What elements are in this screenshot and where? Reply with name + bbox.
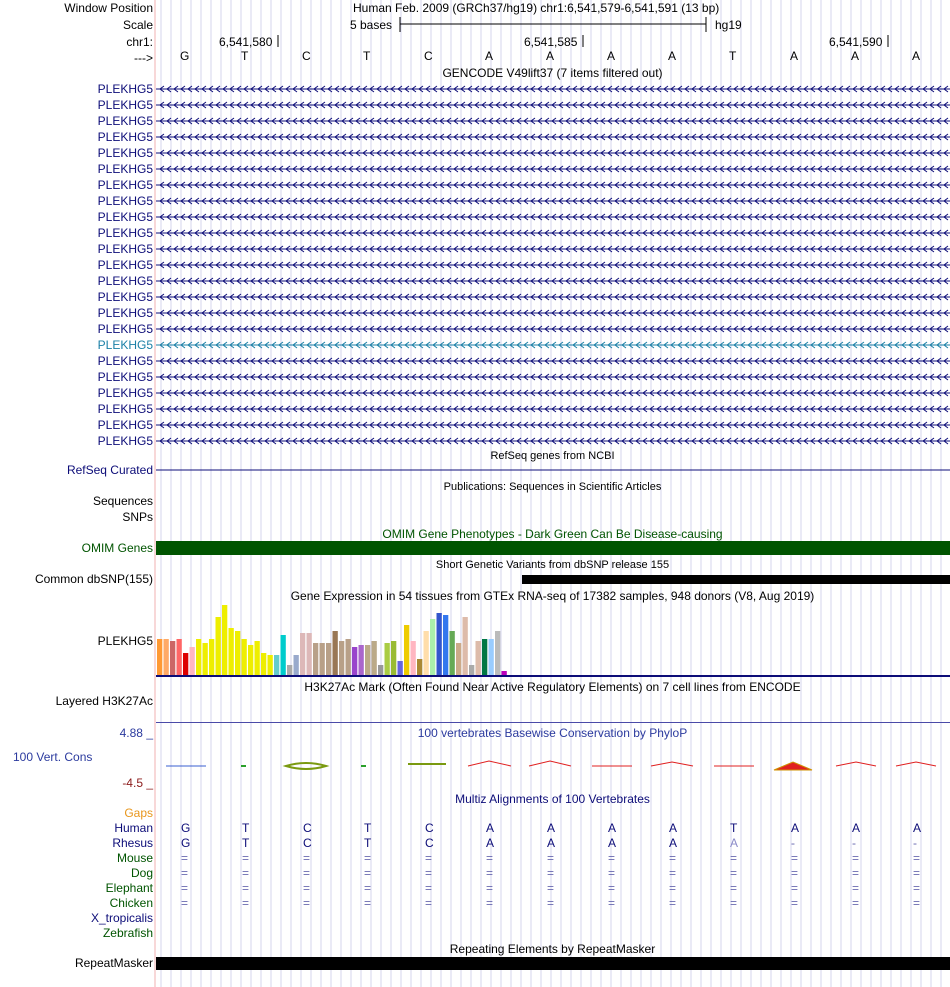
gtex-tissue-bar: [482, 639, 487, 675]
gencode-gene-label[interactable]: PLEKHG5: [97, 434, 153, 448]
gtex-tissue-bar: [235, 631, 240, 675]
alignment-base: =: [669, 881, 677, 895]
alignment-base: C: [425, 821, 434, 835]
omim-track-label[interactable]: OMIM Genes: [81, 541, 153, 555]
dbsnp-variant-bar[interactable]: [522, 575, 950, 584]
gtex-tissue-bar: [216, 617, 221, 675]
gtex-tissue-bar: [281, 635, 286, 675]
gtex-tissue-bar: [365, 645, 370, 675]
alignment-base: =: [547, 896, 555, 910]
gtex-tissue-bar: [248, 645, 253, 675]
ruler-tick-label: 6,541,590: [829, 35, 883, 49]
gencode-transcript-line[interactable]: [156, 323, 950, 335]
alignment-base: =: [791, 851, 799, 865]
gtex-tissue-bar: [456, 643, 461, 675]
gencode-transcript-line[interactable]: [156, 195, 950, 207]
alignment-base: T: [242, 821, 250, 835]
alignment-base: =: [669, 866, 677, 880]
gtex-tissue-bar: [307, 633, 312, 675]
reference-base: A: [851, 49, 860, 63]
gtex-tissue-bar: [229, 628, 234, 675]
alignment-base: T: [242, 836, 250, 850]
gtex-tissue-bar: [196, 639, 201, 675]
alignment-base: A: [791, 821, 800, 835]
ruler-tick-label: 6,541,585: [524, 35, 578, 49]
gencode-transcript-line[interactable]: [156, 243, 950, 255]
alignment-base: A: [486, 836, 495, 850]
alignment-base: =: [425, 881, 433, 895]
gtex-expression-bars[interactable]: [156, 603, 538, 676]
alignment-base: A: [669, 836, 678, 850]
gencode-gene-label[interactable]: PLEKHG5: [97, 290, 153, 304]
alignment-base: =: [913, 851, 921, 865]
refseq-gene-line[interactable]: [156, 468, 950, 472]
reference-base: A: [912, 49, 921, 63]
alignment-base: A: [669, 821, 678, 835]
alignment-base: =: [364, 851, 372, 865]
gtex-tissue-bar: [300, 633, 305, 675]
gencode-transcript-line[interactable]: [156, 259, 950, 271]
species-label[interactable]: Elephant: [105, 881, 153, 895]
species-label[interactable]: X_tropicalis: [90, 911, 153, 925]
gtex-tissue-bar: [411, 641, 416, 675]
alignment-base: =: [913, 881, 921, 895]
gtex-tissue-bar: [359, 645, 364, 675]
alignment-base: =: [303, 881, 311, 895]
scale-bar: [398, 15, 710, 33]
alignment-base: =: [730, 881, 738, 895]
gencode-gene-label[interactable]: PLEKHG5: [97, 226, 153, 240]
sequences-track-label[interactable]: Sequences: [92, 494, 153, 508]
h3k27ac-track-label[interactable]: Layered H3K27Ac: [55, 694, 153, 708]
gencode-transcript-line[interactable]: [156, 211, 950, 223]
gtex-tissue-bar: [177, 639, 182, 675]
alignment-base: =: [791, 866, 799, 880]
alignment-base: =: [791, 896, 799, 910]
gtex-tissue-bar: [398, 661, 403, 675]
repeatmasker-track-title: Repeating Elements by RepeatMasker: [449, 942, 656, 956]
alignment-base: =: [425, 851, 433, 865]
alignment-base: =: [852, 896, 860, 910]
alignment-base: =: [303, 896, 311, 910]
alignment-base: =: [730, 896, 738, 910]
gtex-tissue-bar: [352, 647, 357, 675]
gencode-gene-label[interactable]: PLEKHG5: [97, 306, 153, 320]
gtex-tissue-bar: [157, 639, 162, 675]
alignment-base: =: [181, 881, 189, 895]
alignment-base: =: [242, 851, 250, 865]
gtex-tissue-bar: [469, 665, 474, 675]
gencode-gene-label[interactable]: PLEKHG5: [97, 98, 153, 112]
alignment-base: =: [669, 851, 677, 865]
alignment-base: =: [791, 881, 799, 895]
gtex-tissue-bar: [495, 631, 500, 675]
gencode-transcript-line[interactable]: [156, 387, 950, 399]
ruler-tick-label: 6,541,580: [219, 35, 273, 49]
gencode-transcript-line[interactable]: [156, 179, 950, 191]
gtex-baseline: [156, 675, 950, 677]
gencode-gene-label[interactable]: PLEKHG5: [97, 194, 153, 208]
alignment-base: G: [181, 836, 191, 850]
gtex-tissue-bar: [164, 639, 169, 675]
gencode-transcript-line[interactable]: [156, 275, 950, 287]
phylop-track-title: 100 vertebrates Basewise Conservation by PhyloP: [417, 726, 688, 740]
gtex-tissue-bar: [430, 619, 435, 675]
reference-base: A: [607, 49, 616, 63]
alignment-base: =: [730, 866, 738, 880]
omim-track-title: OMIM Gene Phenotypes - Dark Green Can Be Disease-causing: [382, 527, 723, 541]
phylop-min-label: -4.5 _: [122, 776, 153, 790]
gencode-transcript-line[interactable]: [156, 435, 950, 447]
alignment-base: =: [242, 896, 250, 910]
gtex-tissue-bar: [417, 659, 422, 675]
gtex-tissue-bar: [274, 655, 279, 675]
alignment-base: A: [608, 821, 617, 835]
alignment-base: =: [181, 866, 189, 880]
alignment-base: =: [852, 851, 860, 865]
alignment-base: C: [425, 836, 434, 850]
gtex-tissue-bar: [424, 631, 429, 675]
alignment-base: =: [547, 881, 555, 895]
alignment-base: T: [364, 821, 372, 835]
gencode-transcript-line[interactable]: [156, 291, 950, 303]
repeatmasker-track-label[interactable]: RepeatMasker: [74, 956, 153, 970]
alignment-base: -: [791, 836, 795, 850]
gencode-gene-label[interactable]: PLEKHG5: [97, 370, 153, 384]
h3k27ac-baseline: [156, 722, 950, 723]
phylop-conservation-graph[interactable]: [156, 756, 950, 778]
strand-label: --->: [134, 51, 153, 65]
alignment-base: =: [181, 851, 189, 865]
alignment-base: =: [669, 896, 677, 910]
reference-base: C: [424, 49, 433, 63]
window-position-label: Window Position: [64, 1, 153, 15]
gencode-transcript-line[interactable]: [156, 115, 950, 127]
gencode-gene-label[interactable]: PLEKHG5: [97, 114, 153, 128]
alignment-base: A: [547, 836, 556, 850]
gtex-tissue-bar: [378, 665, 383, 675]
alignment-base: =: [486, 851, 494, 865]
gtex-tissue-bar: [326, 643, 331, 675]
gtex-tissue-bar: [255, 641, 260, 675]
gtex-tissue-bar: [287, 665, 292, 675]
alignment-base: =: [547, 851, 555, 865]
alignment-base: A: [913, 821, 922, 835]
gencode-gene-label[interactable]: PLEKHG5: [97, 322, 153, 336]
gencode-transcript-line[interactable]: [156, 339, 950, 351]
alignment-base: A: [486, 821, 495, 835]
alignment-base: =: [425, 896, 433, 910]
gencode-track-title: GENCODE V49lift37 (7 items filtered out): [442, 66, 663, 80]
gencode-gene-label[interactable]: PLEKHG5: [97, 242, 153, 256]
alignment-base: =: [364, 866, 372, 880]
gencode-gene-label[interactable]: PLEKHG5: [97, 354, 153, 368]
h3k27ac-track-title: H3K27Ac Mark (Often Found Near Active Regulatory Elements) on 7 cell lines from ENCODE: [304, 680, 801, 694]
gencode-gene-label[interactable]: PLEKHG5: [97, 258, 153, 272]
alignment-base: =: [486, 881, 494, 895]
gtex-tissue-bar: [489, 639, 494, 675]
gencode-gene-label[interactable]: PLEKHG5: [97, 162, 153, 176]
alignment-base: =: [303, 866, 311, 880]
alignment-base: -: [852, 836, 856, 850]
gtex-track-label[interactable]: PLEKHG5: [97, 634, 153, 648]
alignment-base: =: [181, 896, 189, 910]
alignment-base: G: [181, 821, 191, 835]
gencode-transcript-line[interactable]: [156, 355, 950, 367]
reference-base: C: [302, 49, 311, 63]
gtex-tissue-bar: [320, 643, 325, 675]
gtex-tissue-bar: [203, 643, 208, 675]
scale-label: Scale: [122, 18, 153, 32]
gtex-tissue-bar: [294, 655, 299, 675]
species-label[interactable]: Rhesus: [112, 836, 153, 850]
gtex-tissue-bar: [313, 643, 318, 675]
gtex-tissue-bar: [385, 643, 390, 675]
reference-base: T: [729, 49, 737, 63]
alignment-base: =: [730, 851, 738, 865]
gencode-transcript-line[interactable]: [156, 227, 950, 239]
alignment-base: =: [913, 866, 921, 880]
gtex-tissue-bar: [450, 631, 455, 675]
gaps-label[interactable]: Gaps: [124, 806, 153, 820]
alignment-base: =: [547, 866, 555, 880]
gencode-transcript-line[interactable]: [156, 307, 950, 319]
gtex-track-title: Gene Expression in 54 tissues from GTEx RNA-seq of 17382 samples, 948 donors (V8, Aug 2019): [290, 589, 815, 603]
gencode-gene-label[interactable]: PLEKHG5: [97, 82, 153, 96]
species-label[interactable]: Dog: [130, 866, 153, 880]
gencode-gene-label[interactable]: PLEKHG5: [97, 418, 153, 432]
gtex-tissue-bar: [372, 641, 377, 675]
alignment-base: T: [730, 821, 738, 835]
dbsnp-track-title: Short Genetic Variants from dbSNP release 155: [435, 559, 670, 571]
phylop-track-label[interactable]: 100 Vert. Cons: [13, 750, 93, 764]
alignment-base: =: [242, 866, 250, 880]
alignment-base: =: [852, 866, 860, 880]
gencode-gene-label[interactable]: PLEKHG5: [97, 210, 153, 224]
species-label[interactable]: Mouse: [116, 851, 153, 865]
gencode-transcript-line[interactable]: [156, 83, 950, 95]
gtex-tissue-bar: [443, 615, 448, 675]
reference-base: A: [485, 49, 494, 63]
gtex-tissue-bar: [333, 631, 338, 675]
gencode-gene-label[interactable]: PLEKHG5: [97, 274, 153, 288]
gtex-tissue-bar: [209, 639, 214, 675]
gtex-tissue-bar: [476, 641, 481, 675]
alignment-base: =: [364, 896, 372, 910]
alignment-base: =: [486, 866, 494, 880]
gtex-tissue-bar: [339, 641, 344, 675]
refseq-track-title: RefSeq genes from NCBI: [490, 450, 615, 462]
alignment-base: =: [486, 896, 494, 910]
gencode-transcript-line[interactable]: [156, 163, 950, 175]
gtex-tissue-bar: [268, 655, 273, 675]
gtex-tissue-bar: [242, 639, 247, 675]
gencode-transcript-line[interactable]: [156, 131, 950, 143]
alignment-base: =: [364, 881, 372, 895]
alignment-base: A: [547, 821, 556, 835]
alignment-base: =: [608, 866, 616, 880]
multiz-track-title: Multiz Alignments of 100 Vertebrates: [455, 792, 650, 806]
gencode-transcript-line[interactable]: [156, 147, 950, 159]
gtex-tissue-bar: [222, 605, 227, 675]
species-label[interactable]: Human: [114, 821, 153, 835]
alignment-base: =: [608, 896, 616, 910]
species-label[interactable]: Zebrafish: [102, 926, 153, 940]
alignment-base: -: [913, 836, 917, 850]
gtex-tissue-bar: [463, 617, 468, 675]
refseq-track-label[interactable]: RefSeq Curated: [66, 463, 153, 477]
chrom-label: chr1:: [126, 35, 153, 49]
gencode-gene-label[interactable]: PLEKHG5: [97, 146, 153, 160]
alignment-base: A: [852, 821, 861, 835]
gencode-transcript-line[interactable]: [156, 403, 950, 415]
reference-base: T: [363, 49, 371, 63]
gencode-transcript-line[interactable]: [156, 419, 950, 431]
alignment-base: C: [303, 821, 312, 835]
gtex-tissue-bar: [261, 653, 266, 675]
gtex-tissue-bar: [170, 641, 175, 675]
alignment-base: =: [425, 866, 433, 880]
snps-track-label[interactable]: SNPs: [122, 510, 153, 524]
db-name-text: hg19: [715, 18, 742, 32]
gtex-tissue-bar: [183, 653, 188, 675]
reference-base: G: [180, 49, 190, 63]
gencode-gene-label[interactable]: PLEKHG5: [97, 178, 153, 192]
omim-gene-bar[interactable]: [156, 541, 950, 555]
gencode-transcript-line[interactable]: [156, 99, 950, 111]
alignment-base: =: [852, 881, 860, 895]
alignment-base: =: [608, 851, 616, 865]
reference-base: A: [668, 49, 677, 63]
scale-bases-text: 5 bases: [350, 18, 393, 32]
gencode-gene-label[interactable]: PLEKHG5: [97, 402, 153, 416]
alignment-base: T: [364, 836, 372, 850]
gtex-tissue-bar: [437, 613, 442, 675]
alignment-base: C: [303, 836, 312, 850]
gencode-gene-label[interactable]: PLEKHG5: [97, 338, 153, 352]
alignment-base: A: [730, 836, 739, 850]
assembly-position-text: Human Feb. 2009 (GRCh37/hg19) chr1:6,541,579-6,541,591 (13 bp): [353, 1, 720, 15]
species-label[interactable]: Chicken: [109, 896, 153, 910]
alignment-base: =: [608, 881, 616, 895]
phylop-max-label: 4.88 _: [119, 726, 153, 740]
reference-base: T: [241, 49, 249, 63]
publications-track-title: Publications: Sequences in Scientific Articles: [443, 481, 662, 493]
alignment-base: =: [303, 851, 311, 865]
reference-base: A: [790, 49, 799, 63]
gencode-transcript-line[interactable]: [156, 371, 950, 383]
alignment-base: =: [913, 896, 921, 910]
gencode-gene-label[interactable]: PLEKHG5: [97, 386, 153, 400]
dbsnp-track-label[interactable]: Common dbSNP(155): [34, 572, 153, 586]
ruler-ticks: [0, 33, 950, 49]
repeatmasker-bar[interactable]: [156, 957, 950, 970]
gtex-tissue-bar: [190, 647, 195, 675]
gtex-tissue-bar: [404, 625, 409, 675]
reference-base: A: [546, 49, 555, 63]
gtex-tissue-bar: [346, 639, 351, 675]
alignment-base: A: [608, 836, 617, 850]
gencode-gene-label[interactable]: PLEKHG5: [97, 130, 153, 144]
alignment-base: =: [242, 881, 250, 895]
gtex-tissue-bar: [391, 641, 396, 675]
